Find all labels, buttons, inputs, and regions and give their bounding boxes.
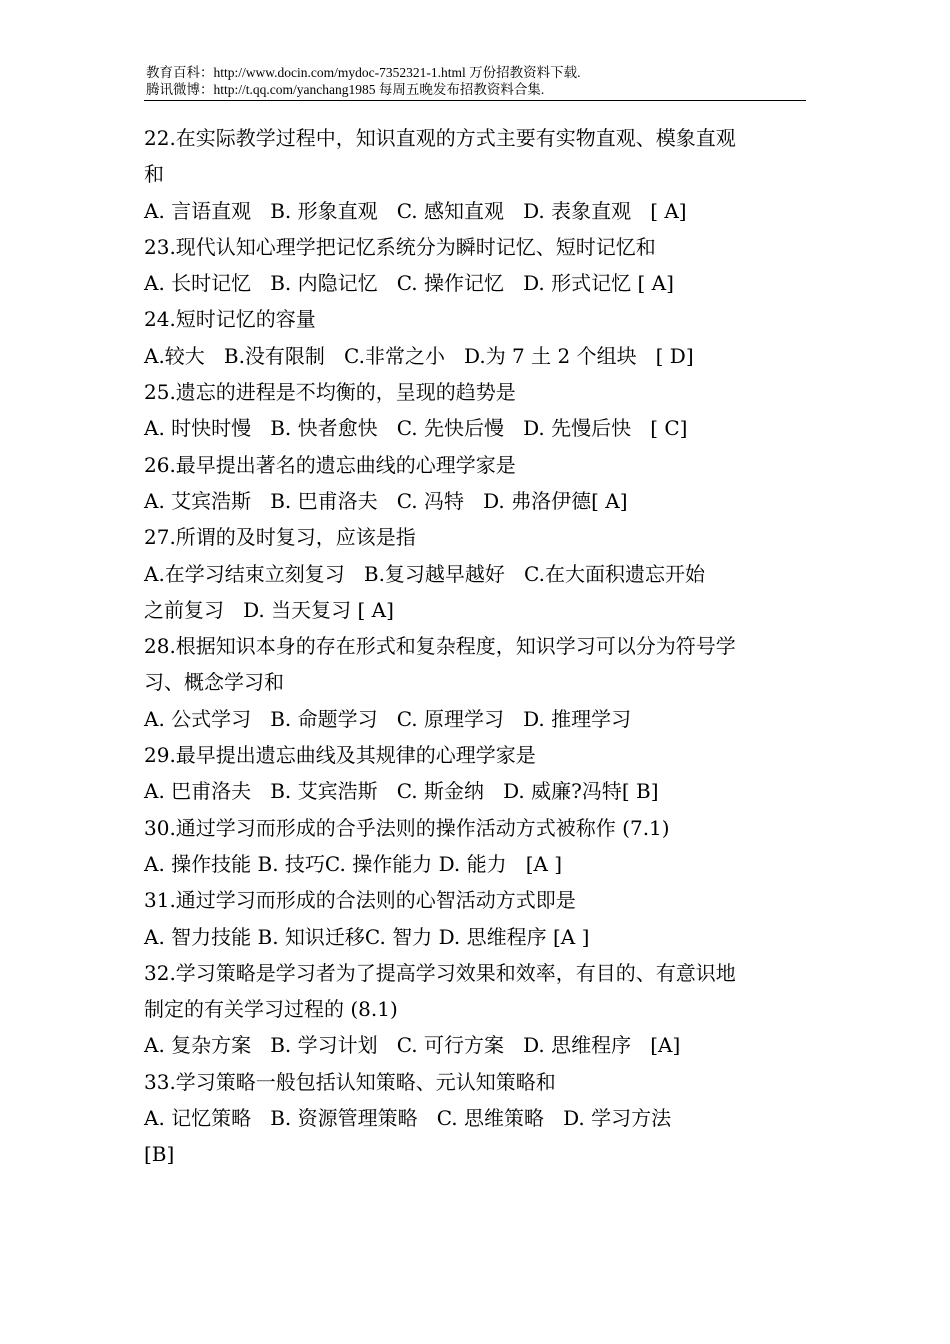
text-line: A. 言语直观 B. 形象直观 C. 感知直观 D. 表象直观 [ A] xyxy=(144,198,687,223)
text-line: A. 艾宾浩斯 B. 巴甫洛夫 C. 冯特 D. 弗洛伊德[ A] xyxy=(144,488,628,513)
text-line: 31.通过学习而形成的合法则的心智活动方式即是 xyxy=(144,888,576,913)
text-line: A. 公式学习 B. 命题学习 C. 原理学习 D. 推理学习 xyxy=(144,706,632,731)
text-line: A. 智力技能 B. 知识迁移C. 智力 D. 思维程序 [A ] xyxy=(144,924,590,949)
text-line: A. 操作技能 B. 技巧C. 操作能力 D. 能力 [A ] xyxy=(144,851,563,876)
text-line: 22.在实际教学过程中，知识直观的方式主要有实物直观、模象直观 xyxy=(144,126,736,150)
text-line: A. 记忆策略 B. 资源管理策略 C. 思维策略 D. 学习方法 xyxy=(144,1106,672,1131)
text-line: 之前复习 D. 当天复习 [ A] xyxy=(144,597,394,622)
text-line: 24.短时记忆的容量 xyxy=(144,307,316,332)
text-line: 制定的有关学习过程的 (8.1) xyxy=(144,997,398,1022)
text-line: A.在学习结束立刻复习 B.复习越早越好 C.在大面积遗忘开始 xyxy=(144,561,705,586)
header-line-1: 教育百科：http://www.docin.com/mydoc-7352321-1.html 万份招教资料下载. xyxy=(146,65,581,80)
text-line: 习、概念学习和 xyxy=(144,670,284,695)
page-header xyxy=(146,64,806,98)
text-line: 30.通过学习而形成的合乎法则的操作活动方式被称作 (7.1) xyxy=(144,815,670,840)
text-line: 23.现代认知心理学把记忆系统分为瞬时记忆、短时记忆和 xyxy=(144,234,656,259)
text-line: 26.最早提出著名的遗忘曲线的心理学家是 xyxy=(144,452,516,477)
header-line-2: 腾讯微博：http://t.qq.com/yanchang1985 每周五晚发布招教资料合集. xyxy=(146,82,545,97)
text-line: A. 巴甫洛夫 B. 艾宾浩斯 C. 斯金纳 D. 威廉?冯特[ B] xyxy=(144,779,659,804)
text-line: 28.根据知识本身的存在形式和复杂程度，知识学习可以分为符号学 xyxy=(144,634,736,659)
text-line: A. 时快时慢 B. 快者愈快 C. 先快后慢 D. 先慢后快 [ C] xyxy=(144,416,688,441)
text-line: 29.最早提出遗忘曲线及其规律的心理学家是 xyxy=(144,743,536,768)
text-line: 33.学习策略一般包括认知策略、元认知策略和 xyxy=(144,1069,556,1094)
header-divider xyxy=(144,100,806,101)
text-line: 32.学习策略是学习者为了提高学习效果和效率，有目的、有意识地 xyxy=(144,960,736,985)
text-line: A.较大 B.没有限制 C.非常之小 D.为 7 土 2 个组块 [ D] xyxy=(144,343,694,368)
text-line: A. 复杂方案 B. 学习计划 C. 可行方案 D. 思维程序 [A] xyxy=(144,1033,681,1058)
text-line: 和 xyxy=(144,162,164,187)
document-body xyxy=(144,120,814,1173)
text-line: [B] xyxy=(144,1142,175,1167)
text-line: 25.遗忘的进程是不均衡的，呈现的趋势是 xyxy=(144,380,516,405)
text-line: 27.所谓的及时复习，应该是指 xyxy=(144,525,416,550)
text-line: A. 长时记忆 B. 内隐记忆 C. 操作记忆 D. 形式记忆 [ A] xyxy=(144,271,674,296)
